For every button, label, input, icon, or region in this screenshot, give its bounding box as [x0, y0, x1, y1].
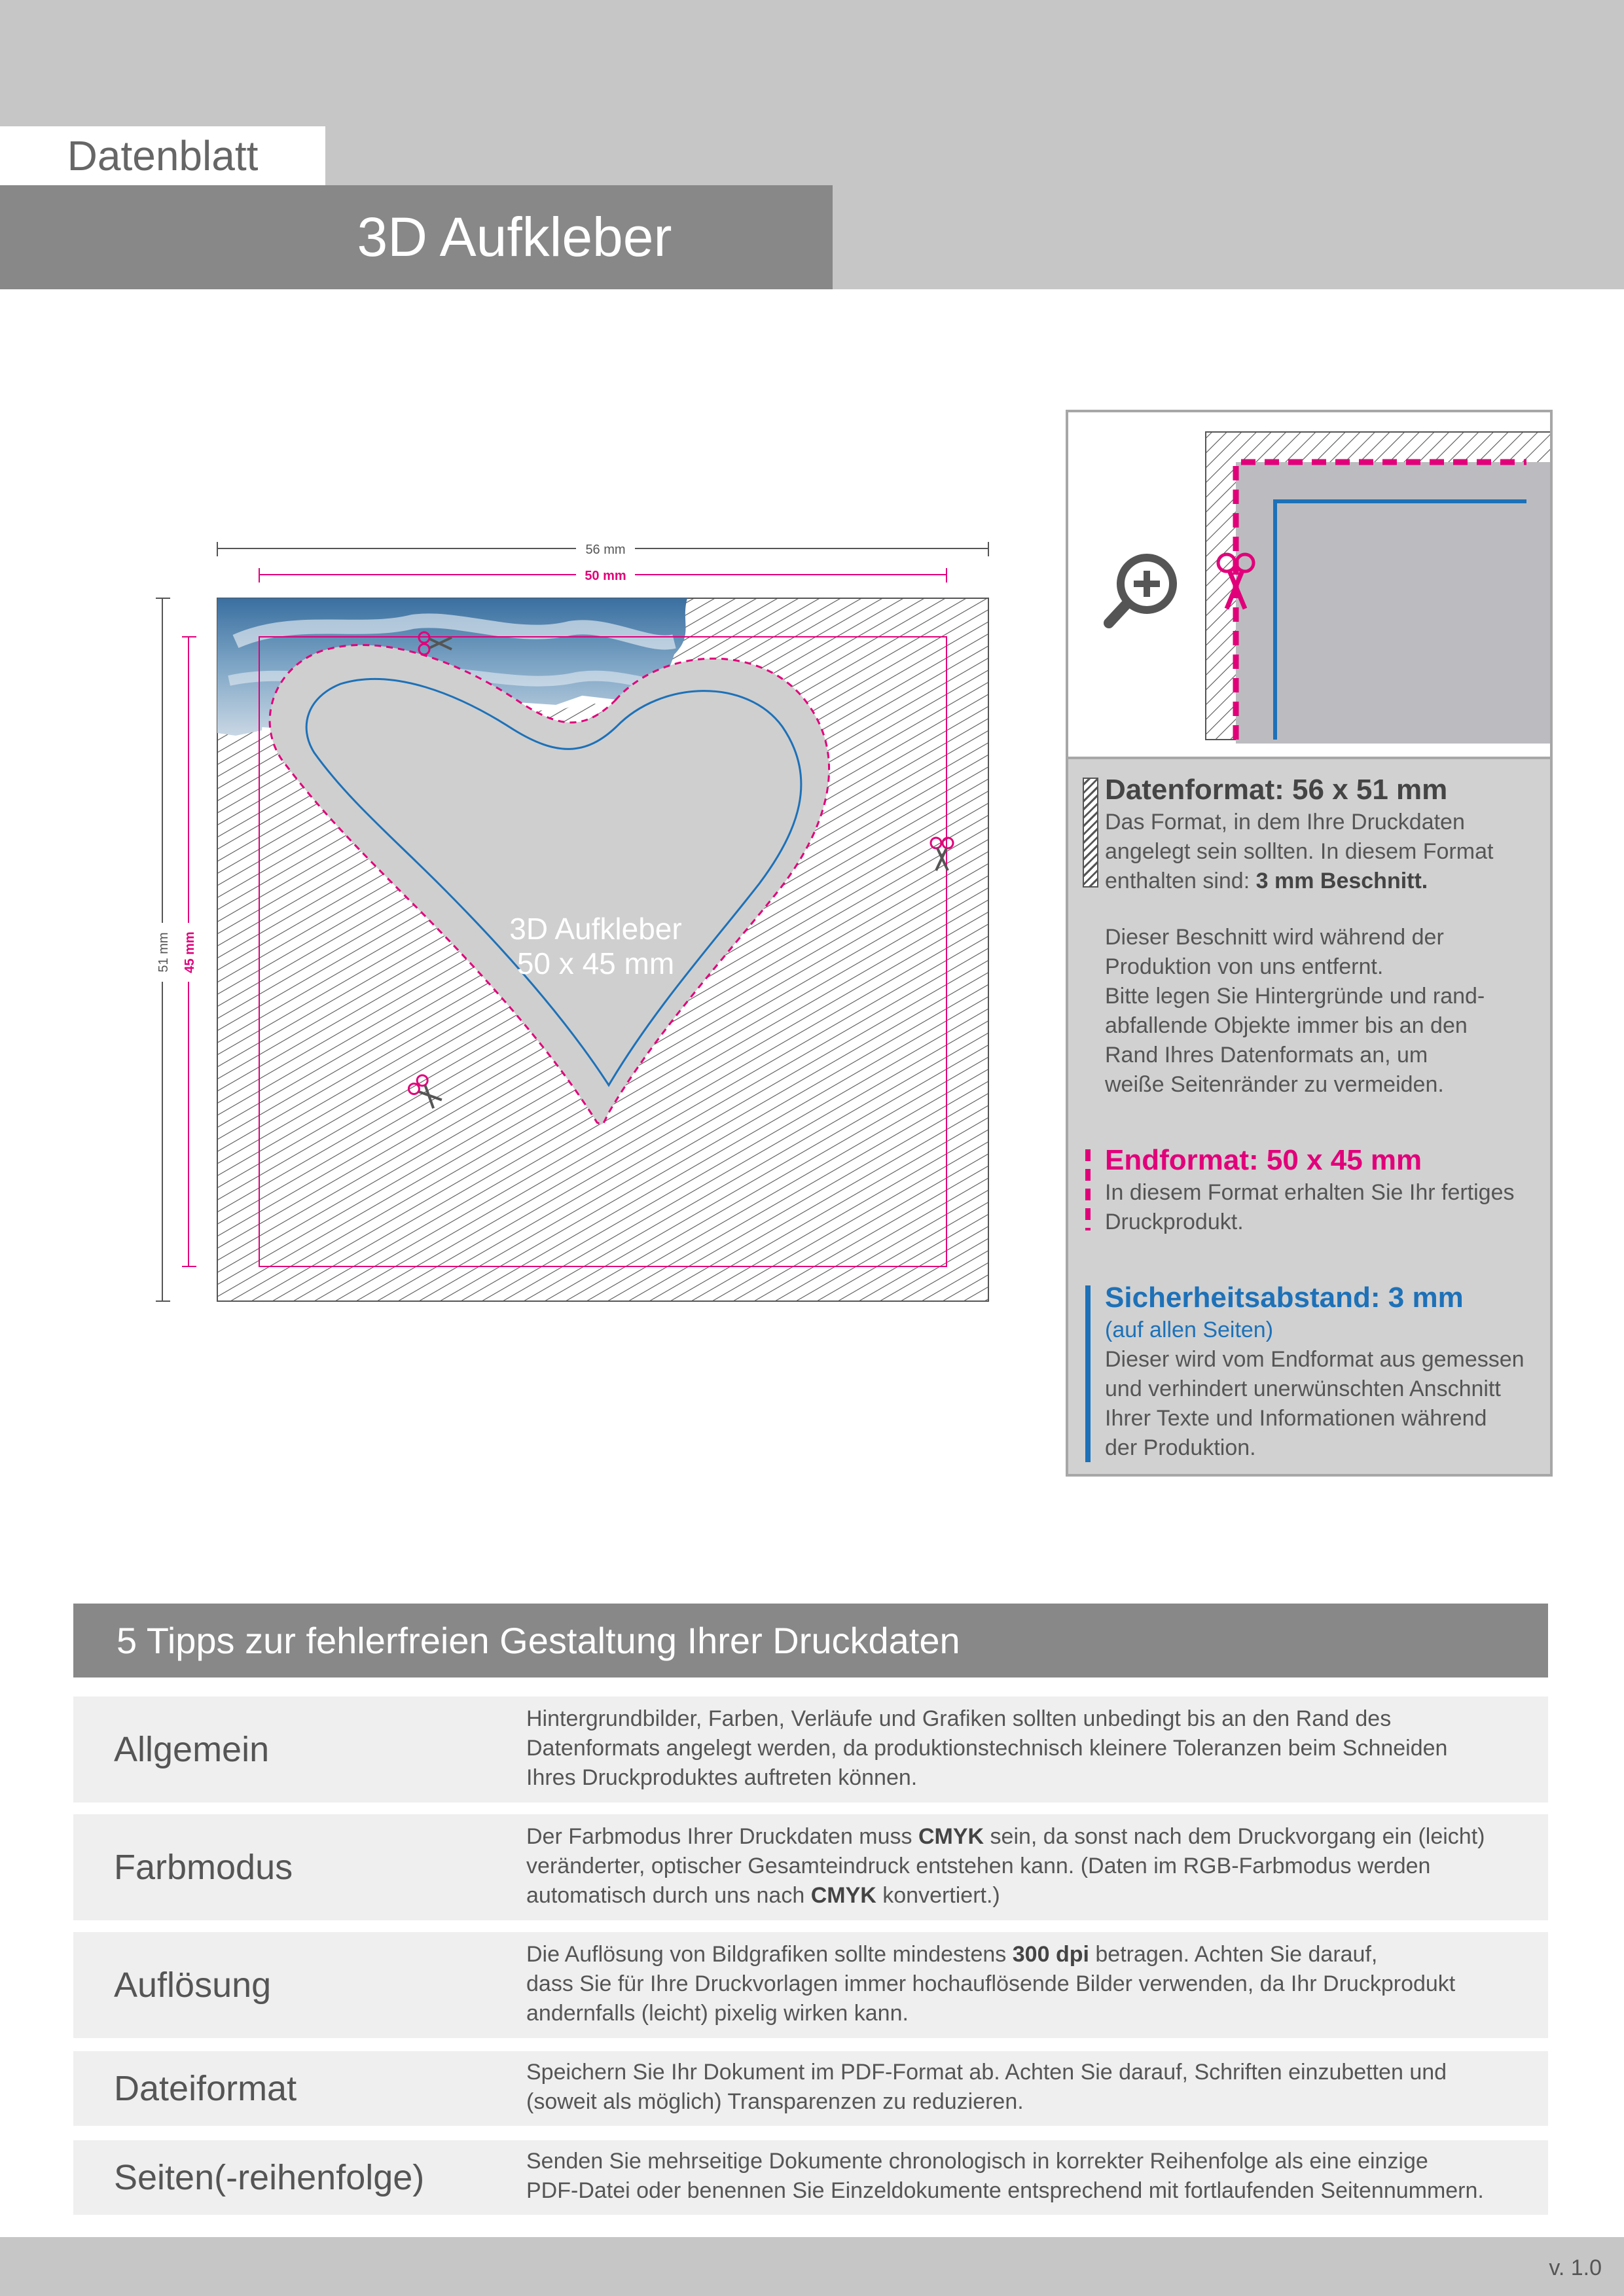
width-dimension	[217, 539, 988, 558]
tip-row-dateiformat	[73, 2051, 1548, 2126]
height-dimension	[153, 598, 171, 1301]
product-name: 3D Aufkleber	[509, 912, 682, 946]
tip-text: Speichern Sie Ihr Dokument im PDF-Format ab. Achten Sie darauf, Schriften einzubetten und (soweit als möglich) Transparenzen zu reduzieren.	[526, 2060, 1447, 2114]
tip-text: Die Auflösung von Bildgrafiken sollte mindestens 300 dpi betragen. Achten Sie darauf, dass Sie für Ihre Druckvorlagen immer hochauflösende Bilder verwenden, da Ihr Druckprodukt andernfalls (leicht) pixelig wirken kann.	[526, 1942, 1456, 2026]
footer-band	[0, 2237, 1624, 2296]
bleed-marker	[1083, 778, 1098, 888]
datenformat-line: enthalten sind: 3 mm Beschnitt.	[1105, 869, 1428, 893]
beschnitt-line: weiße Seitenränder zu vermeiden.	[1105, 1072, 1444, 1097]
width-label: 56 mm	[585, 543, 626, 557]
tip-row-allgemein	[73, 1696, 1548, 1803]
page-title-text: 3D Aufkleber	[357, 206, 672, 268]
tip-name: Dateiformat	[114, 2069, 297, 2108]
inner-height-label: 45 mm	[183, 931, 197, 973]
height-label: 51 mm	[156, 932, 171, 973]
tip-name: Allgemein	[114, 1730, 270, 1769]
safety-line: Dieser wird vom Endformat aus gemessen	[1105, 1347, 1525, 1372]
safety-line: und verhindert unerwünschten Anschnitt	[1105, 1376, 1501, 1401]
info-panel	[1066, 410, 1553, 1477]
inner-width-dimension	[259, 565, 947, 584]
datenformat-section	[1105, 772, 1537, 896]
datenformat-heading: Datenformat: 56 x 51 mm	[1105, 774, 1448, 806]
tip-text: Senden Sie mehrseitige Dokumente chronologisch in korrekter Reihenfolge als eine einzige PDF-Datei oder benennen Sie Einzeldokumente entsprechend mit fortlaufenden Seitennummern.	[526, 2149, 1484, 2203]
tip-row-farbmodus	[73, 1814, 1548, 1920]
endformat-line: In diesem Format erhalten Sie Ihr fertiges	[1105, 1180, 1515, 1205]
end-format-marker	[1085, 1149, 1091, 1230]
tip-name: Seiten(-reihenfolge)	[114, 2158, 425, 2197]
tip-text: Hintergrundbilder, Farben, Verläufe und Grafiken sollten unbedingt bis an den Rand des Datenformats angelegt werden, da produktionstechnisch kleinere Toleranzen beim Schneiden Ihres Druckproduktes auftreten können.	[526, 1706, 1448, 1790]
tip-text: Der Farbmodus Ihrer Druckdaten muss CMYK sein, da sonst nach dem Druckvorgang ein (leicht) veränderter, optischer Gesamteindruck entstehen kann. (Daten im RGB-Farbmodus werden automatisch durch uns nach CMYK konvertiert.)	[526, 1824, 1485, 1908]
beschnitt-line: Dieser Beschnitt wird während der	[1105, 925, 1444, 950]
beschnitt-line: abfallende Objekte immer bis an den	[1105, 1013, 1468, 1038]
safety-heading: Sicherheitsabstand: 3 mm	[1105, 1282, 1464, 1314]
tips-heading	[73, 1604, 1548, 1677]
tip-name: Auflösung	[114, 1965, 272, 2005]
safety-marker	[1085, 1285, 1091, 1462]
safety-sub: (auf allen Seiten)	[1105, 1318, 1274, 1342]
tip-row-aufloesung	[73, 1932, 1548, 2038]
beschnitt-section	[1105, 923, 1537, 1100]
tips-heading-text: 5 Tipps zur fehlerfreien Gestaltung Ihrer Druckdaten	[117, 1620, 960, 1661]
page-title	[0, 185, 833, 289]
endformat-heading: Endformat: 50 x 45 mm	[1105, 1144, 1422, 1176]
version-label: v. 1.0	[1549, 2255, 1602, 2280]
safety-line: der Produktion.	[1105, 1435, 1256, 1460]
product-size: 50 x 45 mm	[516, 946, 675, 980]
safety-section	[1105, 1280, 1537, 1463]
endformat-section	[1105, 1143, 1537, 1237]
safety-line: Ihrer Texte und Informationen während	[1105, 1406, 1487, 1431]
datenformat-line: Das Format, in dem Ihre Druckdaten	[1105, 810, 1465, 834]
inner-height-dimension	[179, 637, 198, 1266]
zoom-in-icon	[1101, 550, 1182, 631]
zoom-detail	[1068, 412, 1550, 759]
tip-row-seiten	[73, 2140, 1548, 2215]
endformat-line: Druckprodukt.	[1105, 1210, 1244, 1234]
document-label: Datenblatt	[0, 126, 325, 185]
beschnitt-line: Produktion von uns entfernt.	[1105, 954, 1384, 979]
tip-name: Farbmodus	[114, 1848, 293, 1887]
beschnitt-line: Bitte legen Sie Hintergründe und rand-	[1105, 984, 1485, 1009]
datenformat-line: angelegt sein sollten. In diesem Format	[1105, 839, 1494, 864]
sticker-template-drawing	[151, 537, 1008, 1309]
beschnitt-line: Rand Ihres Datenformats an, um	[1105, 1043, 1428, 1067]
inner-width-label: 50 mm	[585, 569, 626, 583]
